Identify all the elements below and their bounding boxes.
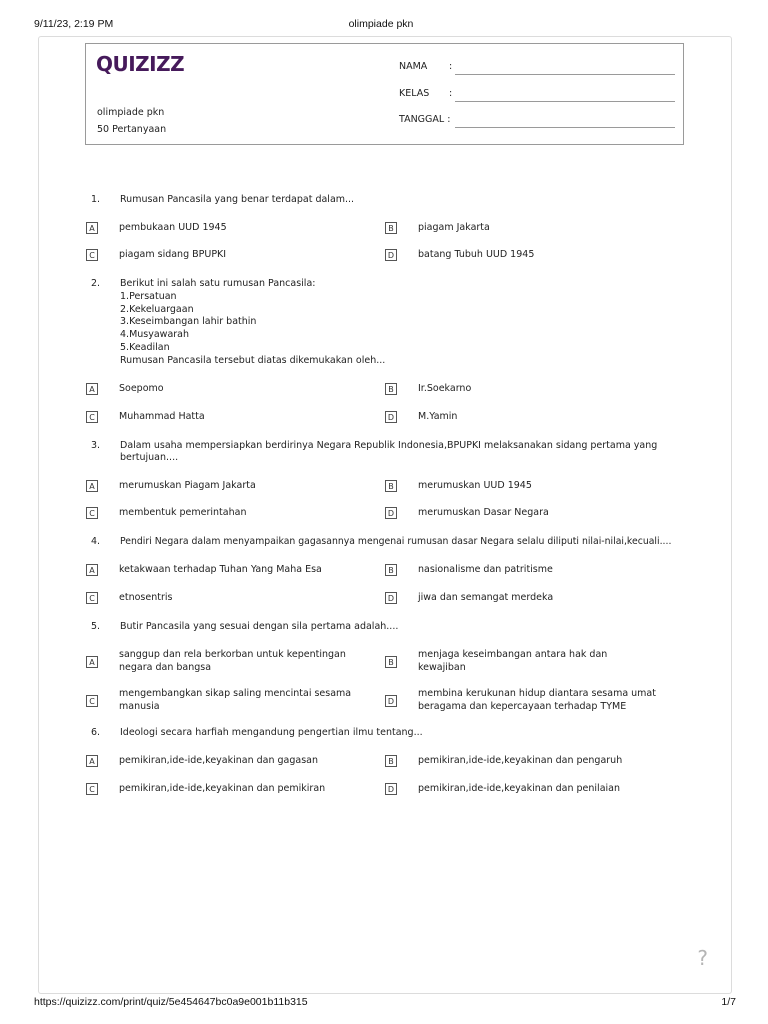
option-grid: [86, 649, 686, 725]
option-letter: C: [86, 783, 98, 795]
question-6: [86, 727, 686, 810]
option-text: nasionalisme dan patritisme: [418, 564, 553, 576]
option-text: Ir.Soekarno: [418, 382, 472, 394]
option-text: ketakwaan terhadap Tuhan Yang Maha Esa: [119, 564, 322, 576]
print-url: https://quizizz.com/print/quiz/5e454647bc0a9e001b11b315: [34, 996, 308, 1008]
option-letter: D: [385, 783, 397, 795]
date-line: [455, 127, 675, 128]
class-field[interactable]: [399, 88, 675, 102]
option-text: pemikiran,ide-ide,keyakinan dan pemikiran: [119, 783, 326, 795]
option-row: [86, 480, 686, 507]
option-text: menjaga keseimbangan antara hak dan kewajiban: [418, 649, 608, 673]
option-text: M.Yamin: [418, 410, 458, 422]
option-letter: A: [86, 755, 98, 767]
question-header: [86, 278, 686, 368]
option-text: merumuskan Piagam Jakarta: [119, 480, 256, 492]
question-list: [86, 194, 686, 810]
option-row: [86, 783, 686, 810]
class-line: [455, 101, 675, 102]
option-letter: B: [385, 564, 397, 576]
quizizz-logo: QUIZIZZ: [96, 52, 185, 76]
question-text: Pendiri Negara dalam menyampaikan gagasannya mengenai rumusan dasar Negara selalu diliputi nilai-nilai,kecuali....: [120, 536, 672, 548]
option-row: [86, 507, 686, 534]
worksheet-header: [85, 43, 684, 145]
date-label: TANGGAL :: [399, 114, 451, 125]
option-text: mengembangkan sikap saling mencintai sesama manusia: [119, 688, 352, 712]
option-text: piagam sidang BPUPKI: [119, 249, 227, 260]
class-colon: :: [449, 88, 453, 99]
option-letter: D: [385, 695, 397, 707]
option-row: [86, 688, 686, 725]
option-letter: B: [385, 222, 397, 234]
option-text: piagam Jakarta: [418, 222, 490, 233]
question-text: Ideologi secara harfiah mengandung pengertian ilmu tentang...: [120, 727, 423, 739]
question-1: [86, 194, 686, 276]
option-text: jiwa dan semangat merdeka: [418, 592, 554, 604]
page-number: 1/7: [721, 996, 736, 1008]
quiz-name: olimpiade pkn: [97, 107, 165, 118]
option-grid: [86, 755, 686, 810]
print-footer: [34, 996, 736, 1010]
question-number: 4.: [91, 536, 101, 548]
class-label: KELAS: [399, 88, 430, 99]
option-letter: B: [385, 755, 397, 767]
question-count: 50 Pertanyaan: [97, 124, 167, 135]
option-row: [86, 564, 686, 592]
option-letter: D: [385, 507, 397, 519]
option-text: pemikiran,ide-ide,keyakinan dan gagasan: [119, 755, 319, 767]
option-letter: D: [385, 411, 397, 423]
question-number: 5.: [91, 621, 101, 633]
print-title: olimpiade pkn: [348, 18, 414, 30]
option-letter: C: [86, 507, 98, 519]
option-letter: C: [86, 249, 98, 261]
option-text: merumuskan UUD 1945: [418, 480, 532, 492]
question-2: [86, 278, 686, 438]
question-5: [86, 621, 686, 725]
option-letter: A: [86, 222, 98, 234]
print-date: 9/11/23, 2:19 PM: [34, 18, 114, 30]
option-row: [86, 249, 686, 276]
option-letter: D: [385, 592, 397, 604]
option-row: [86, 649, 686, 688]
question-text: Rumusan Pancasila yang benar terdapat dalam...: [120, 194, 355, 205]
option-letter: D: [385, 249, 397, 261]
option-text: Muhammad Hatta: [119, 410, 205, 422]
option-text: pembukaan UUD 1945: [119, 222, 227, 233]
name-colon: :: [449, 61, 453, 72]
option-letter: B: [385, 480, 397, 492]
question-header: [86, 621, 686, 634]
option-text: merumuskan Dasar Negara: [418, 507, 549, 519]
option-grid: [86, 222, 686, 276]
question-number: 1.: [91, 194, 101, 205]
option-text: Soepomo: [119, 382, 164, 394]
option-grid: [86, 480, 686, 534]
option-text: sanggup dan rela berkorban untuk kepentingan negara dan bangsa: [119, 649, 346, 673]
option-letter: A: [86, 480, 98, 492]
question-number: 2.: [91, 278, 101, 289]
question-number: 6.: [91, 727, 101, 739]
question-header: [86, 536, 686, 549]
name-field[interactable]: [399, 61, 675, 75]
option-letter: C: [86, 592, 98, 604]
option-row: [86, 755, 686, 783]
name-line: [455, 74, 675, 75]
option-grid: [86, 383, 686, 438]
option-row: [86, 222, 686, 249]
option-letter: B: [385, 656, 397, 668]
option-grid: [86, 564, 686, 619]
option-letter: C: [86, 695, 98, 707]
option-letter: B: [385, 383, 397, 395]
option-text: membentuk pemerintahan: [119, 507, 247, 519]
question-3: [86, 440, 686, 535]
question-header: [86, 440, 686, 466]
option-row: [86, 411, 686, 438]
question-text: Butir Pancasila yang sesuai dengan sila pertama adalah....: [120, 621, 399, 633]
option-text: membina kerukunan hidup diantara sesama umat beragama dan kepercayaan terhadap TYME: [418, 688, 656, 712]
question-number: 3.: [91, 439, 101, 451]
question-header: [86, 194, 686, 207]
question-4: [86, 536, 686, 619]
option-letter: A: [86, 656, 98, 668]
option-letter: C: [86, 411, 98, 423]
question-text: Dalam usaha mempersiapkan berdirinya Negara Republik Indonesia,BPUPKI melaksanakan sidang pertama yang bertujuan....: [120, 439, 658, 464]
name-label: NAMA: [399, 61, 428, 72]
option-text: pemikiran,ide-ide,keyakinan dan pengaruh: [418, 755, 623, 767]
option-row: [86, 383, 686, 411]
option-letter: A: [86, 383, 98, 395]
option-letter: A: [86, 564, 98, 576]
print-header: [34, 18, 728, 32]
option-row: [86, 592, 686, 619]
option-text: pemikiran,ide-ide,keyakinan dan penilaian: [418, 783, 621, 795]
date-field[interactable]: [399, 114, 675, 128]
question-header: [86, 727, 686, 740]
help-icon[interactable]: ?: [697, 946, 708, 970]
option-text: etnosentris: [119, 592, 173, 604]
question-text: Berikut ini salah satu rumusan Pancasila: 1.Persatuan 2.Kekeluargaan 3.Keseimbangan lahir bathin 4.Musyawarah 5.Keadilan Rumusan Pancasila tersebut diatas dikemukakan oleh...: [120, 278, 386, 366]
option-text: batang Tubuh UUD 1945: [418, 249, 535, 260]
